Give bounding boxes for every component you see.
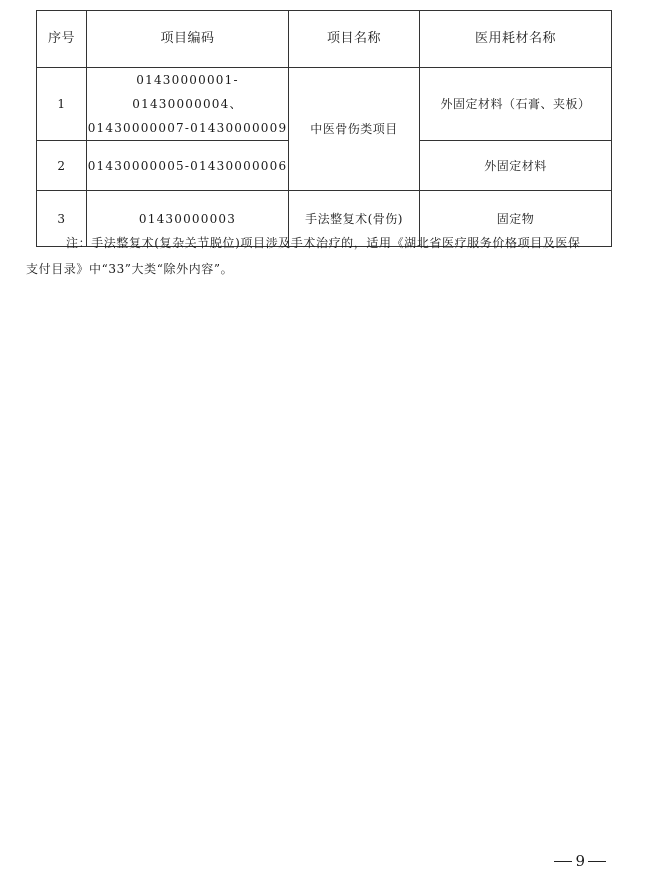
merged-item-name: 中医骨伤类项目 xyxy=(289,68,420,191)
page-number-dash-right xyxy=(588,861,606,862)
page-number: 9 xyxy=(575,852,585,870)
row-2-code: 01430000005-01430000006 xyxy=(87,141,289,191)
row-1-code-line1: 01430000001-01430000004、 xyxy=(132,73,243,111)
consumables-table xyxy=(36,10,612,247)
row-3-serial: 3 xyxy=(37,191,87,247)
note-line-2: 支付目录》中“33”大类“除外内容”。 xyxy=(26,262,234,276)
row-3-name: 手法整复术(骨伤) xyxy=(289,191,420,247)
table-row xyxy=(37,68,612,141)
note-line-1: 注：手法整复术(复杂关节脱位)项目涉及手术治疗的，适用《湖北省医疗服务价格项目及医保 xyxy=(66,236,581,250)
row-2-material: 外固定材料 xyxy=(420,141,612,191)
table-note xyxy=(26,230,616,282)
row-1-code-line2: 01430000007-01430000009 xyxy=(87,121,288,135)
header-item-code: 项目编码 xyxy=(87,11,289,68)
row-3-material: 固定物 xyxy=(420,191,612,247)
page-number-footer xyxy=(551,852,609,870)
consumables-table-container xyxy=(36,10,611,247)
table-header-row xyxy=(37,11,612,68)
row-1-code xyxy=(87,68,289,141)
header-material-name: 医用耗材名称 xyxy=(420,11,612,68)
row-1-material: 外固定材料（石膏、夹板） xyxy=(420,68,612,141)
header-serial-number: 序号 xyxy=(37,11,87,68)
header-item-name: 项目名称 xyxy=(289,11,420,68)
row-2-serial: 2 xyxy=(37,141,87,191)
row-1-serial: 1 xyxy=(37,68,87,141)
page-number-dash-left xyxy=(554,861,572,862)
row-3-code: 01430000003 xyxy=(87,191,289,247)
